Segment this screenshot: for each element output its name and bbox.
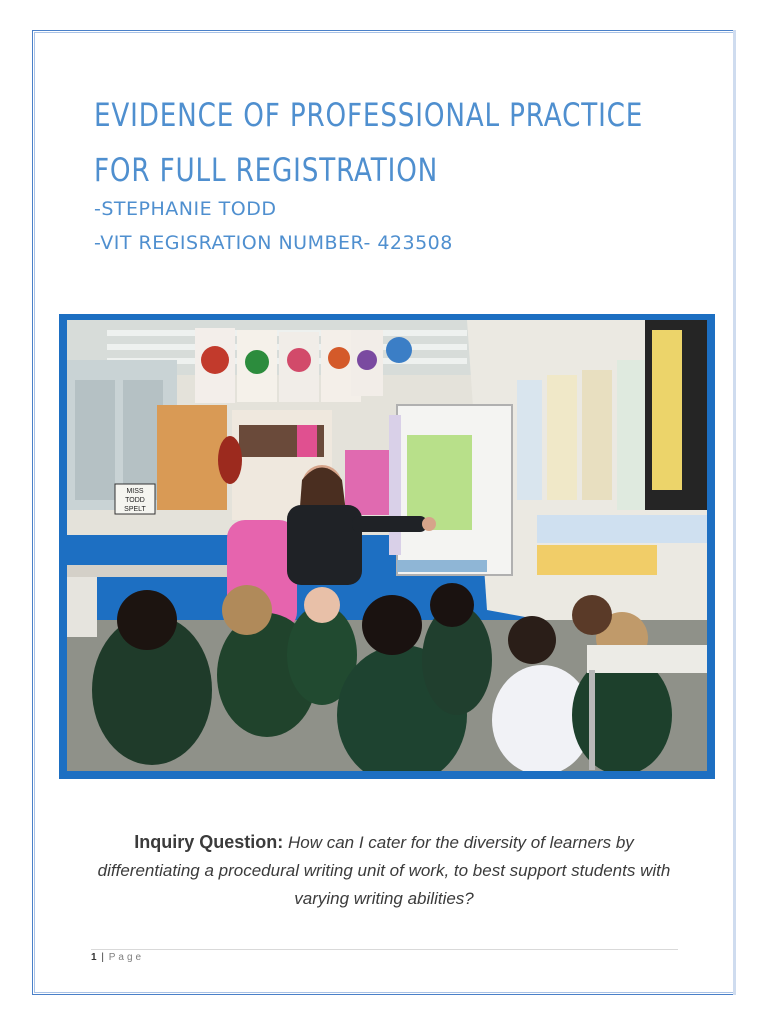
author-name: -STEPHANIE TODD bbox=[94, 198, 277, 220]
photo-front-table-leg bbox=[589, 670, 595, 770]
photo-poster bbox=[517, 380, 542, 500]
photo-art-figure bbox=[287, 348, 311, 372]
page-number: 1 bbox=[91, 952, 97, 963]
photo-art-figure bbox=[201, 346, 229, 374]
photo-poster bbox=[582, 370, 612, 500]
photo-sign-text: TODD bbox=[125, 497, 145, 504]
photo-poster bbox=[617, 360, 647, 510]
photo-student-head bbox=[222, 585, 272, 635]
photo-sticky-notes bbox=[537, 545, 657, 575]
photo-side-cabinet bbox=[67, 577, 97, 637]
photo-books-highlight bbox=[297, 425, 317, 457]
photo-teacher-hand bbox=[422, 517, 436, 531]
classroom-photo-frame bbox=[59, 314, 715, 779]
title-line-2: FOR FULL REGISTRATION bbox=[94, 151, 439, 189]
photo-student-head bbox=[572, 595, 612, 635]
photo-pink-poster bbox=[345, 450, 395, 515]
photo-student-head bbox=[362, 595, 422, 655]
photo-poster bbox=[547, 375, 577, 500]
photo-student-head bbox=[304, 587, 340, 623]
registration-number: -VIT REGISRATION NUMBER- 423508 bbox=[94, 232, 453, 254]
photo-front-table bbox=[587, 645, 707, 673]
photo-red-bag bbox=[218, 436, 242, 484]
photo-teacher-arm bbox=[352, 516, 427, 532]
photo-lantern bbox=[386, 337, 412, 363]
photo-whiteboard-strip bbox=[389, 415, 401, 555]
photo-art-figure bbox=[357, 350, 377, 370]
photo-window-pane bbox=[75, 380, 115, 500]
photo-wall-display bbox=[157, 405, 227, 510]
photo-poster-board-yellow bbox=[652, 330, 682, 490]
photo-teacher-body bbox=[287, 505, 362, 585]
footer-separator: | bbox=[101, 952, 104, 963]
photo-whiteboard-stand bbox=[397, 560, 487, 572]
photo-sign-text: MISS bbox=[126, 488, 144, 495]
title-line-1: EVIDENCE OF PROFESSIONAL PRACTICE bbox=[94, 96, 644, 134]
photo-sign-text: SPELT bbox=[124, 506, 146, 513]
photo-art-figure bbox=[245, 350, 269, 374]
document-title bbox=[94, 88, 644, 198]
photo-whiteboard-chart bbox=[407, 435, 472, 530]
inquiry-label: Inquiry Question: bbox=[134, 832, 284, 852]
inquiry-text: How can I cater for the diversity of learners by differentiating a procedural writing unit of work, to best support students with varying writing abilities? bbox=[97, 833, 671, 908]
photo-word-wall bbox=[537, 515, 707, 543]
footer-divider bbox=[91, 949, 678, 950]
photo-student-head bbox=[430, 583, 474, 627]
page-border-shadow bbox=[733, 30, 736, 995]
classroom-photo bbox=[67, 320, 707, 771]
inquiry-question bbox=[92, 828, 676, 913]
page-footer bbox=[91, 952, 144, 963]
photo-art-figure bbox=[328, 347, 350, 369]
photo-side-table bbox=[67, 565, 227, 577]
photo-student-head bbox=[117, 590, 177, 650]
page-label: Page bbox=[108, 952, 145, 963]
photo-student-head bbox=[508, 616, 556, 664]
